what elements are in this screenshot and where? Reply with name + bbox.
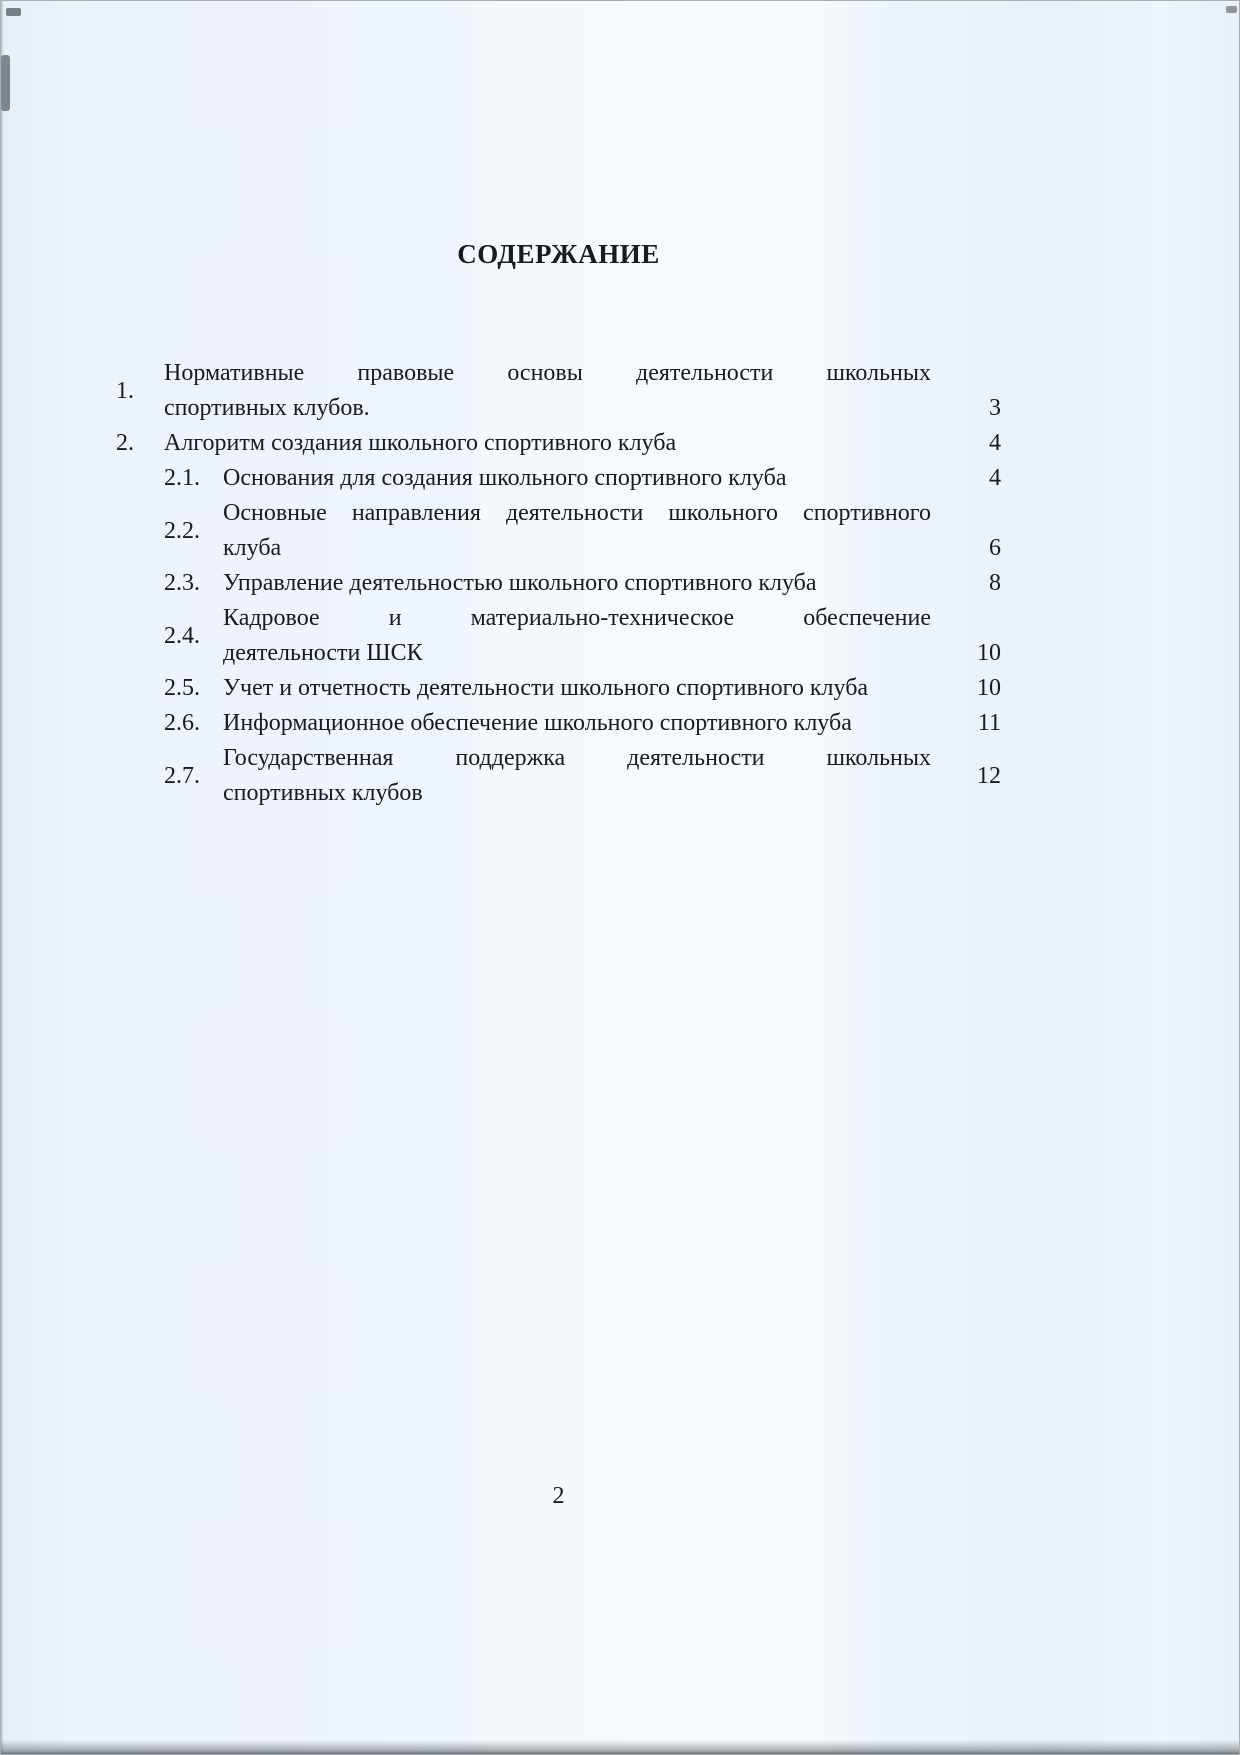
toc-item-title <box>164 426 931 461</box>
toc-item-line: Алгоритм создания школьного спортивного клуба <box>164 430 677 456</box>
toc-item-line: спортивных клубов <box>223 780 423 806</box>
toc-item-page: 11 <box>977 710 1001 736</box>
toc-item-number: 2.1. <box>164 465 200 491</box>
toc-item-number: 2.3. <box>164 570 200 596</box>
scan-artifact <box>1 1 4 1754</box>
toc-item-line: Кадровое и материально-техническое обеспечение <box>223 605 931 631</box>
toc-item-line: Нормативные правовые основы деятельности школьных <box>164 360 931 386</box>
toc-row <box>116 741 1001 811</box>
toc-row <box>116 461 1001 496</box>
toc-row <box>116 706 1001 741</box>
toc-row <box>116 601 1001 671</box>
toc-item-page: 4 <box>989 465 1001 491</box>
toc-item-title <box>223 496 931 566</box>
page-number-footer: 2 <box>552 1483 565 1509</box>
toc-item-title <box>223 461 931 496</box>
toc-item-line: Основания для создания школьного спортивного клуба <box>223 465 787 491</box>
toc-item-number: 2.6. <box>164 710 200 736</box>
toc-item-line: спортивных клубов. <box>164 395 370 421</box>
table-of-contents <box>116 356 1001 811</box>
toc-item-page: 12 <box>977 762 1001 789</box>
toc-item-number: 2.4. <box>164 622 200 649</box>
toc-item-title <box>164 356 931 426</box>
toc-item-number: 2.5. <box>164 675 200 701</box>
toc-item-page: 10 <box>977 675 1001 701</box>
toc-item-line: клуба <box>223 535 282 561</box>
toc-item-title <box>223 601 931 671</box>
toc-item-line: Основные направления деятельности школьного спортивного <box>223 500 931 526</box>
page-title: СОДЕРЖАНИЕ <box>457 239 660 269</box>
toc-item-number: 2.7. <box>164 762 200 789</box>
toc-row <box>116 496 1001 566</box>
page-content <box>116 1 1001 811</box>
toc-row <box>116 356 1001 426</box>
toc-item-page: 4 <box>989 430 1001 456</box>
toc-item-page: 8 <box>989 570 1001 596</box>
toc-item-title <box>223 566 931 601</box>
scan-artifact <box>1226 6 1237 13</box>
toc-item-title <box>223 706 931 741</box>
toc-item-page: 6 <box>989 535 1001 561</box>
toc-item-number: 2.2. <box>164 517 200 544</box>
toc-row <box>116 671 1001 706</box>
toc-item-number: 2. <box>116 430 134 456</box>
toc-item-line: Управление деятельностью школьного спортивного клуба <box>223 570 817 596</box>
toc-item-line: деятельности ШСК <box>223 640 423 666</box>
toc-item-line: Государственная поддержка деятельности школьных <box>223 745 931 771</box>
toc-item-page: 10 <box>977 640 1001 666</box>
toc-item-line: Учет и отчетность деятельности школьного спортивного клуба <box>223 675 869 701</box>
toc-item-title <box>223 671 931 706</box>
scan-artifact <box>6 8 21 16</box>
toc-item-number: 1. <box>116 377 134 404</box>
scan-artifact <box>1 1740 1239 1754</box>
toc-item-line: Информационное обеспечение школьного спортивного клуба <box>223 710 852 736</box>
toc-row <box>116 566 1001 601</box>
toc-item-page: 3 <box>989 395 1001 421</box>
toc-row <box>116 426 1001 461</box>
toc-item-title <box>223 741 931 811</box>
